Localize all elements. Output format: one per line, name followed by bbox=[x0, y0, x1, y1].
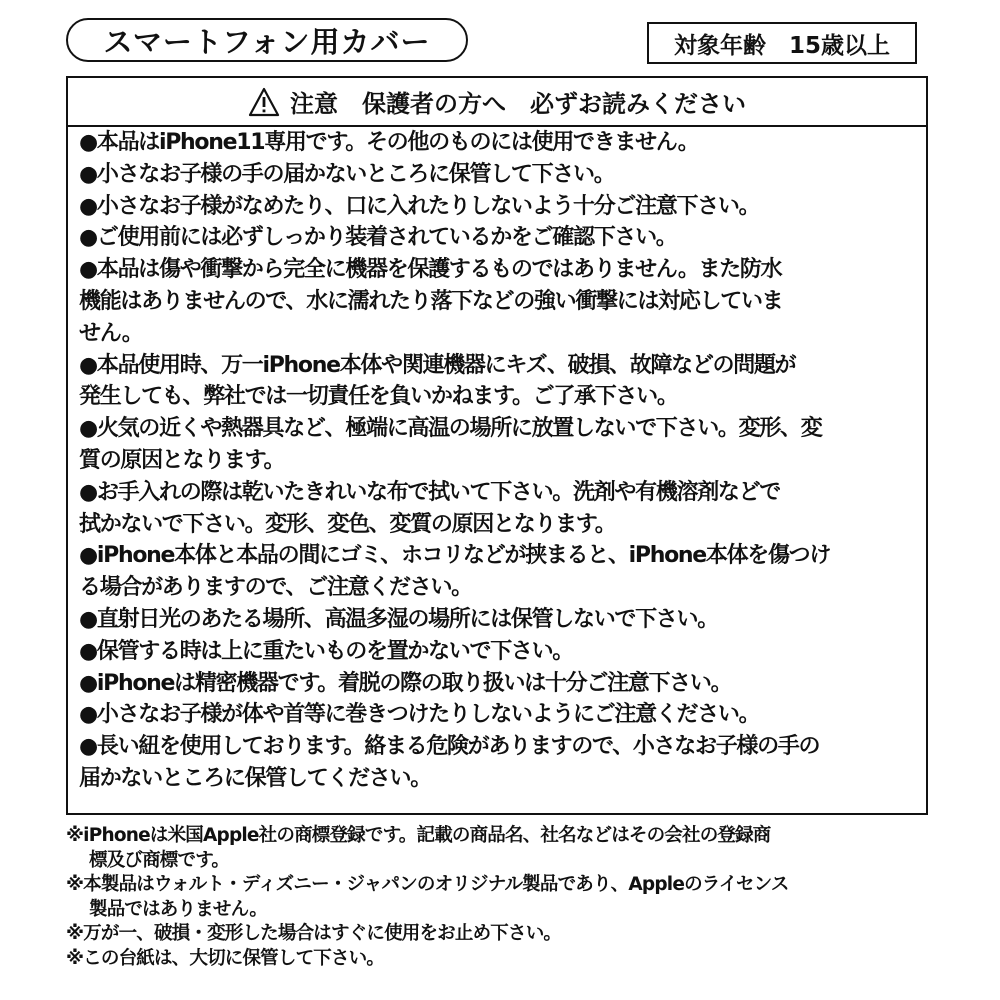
notice-item-line: ●iPhone本体と本品の間にゴミ、ホコリなどが挟まると、iPhone本体を傷つけ bbox=[79, 543, 831, 569]
product-title-text: スマートフォン用カバー bbox=[103, 24, 431, 59]
notice-item-line: ●本品使用時、万一iPhone本体や関連機器にキズ、破損、故障などの問題が bbox=[79, 352, 796, 378]
age-label-text: 対象年齢 15歳以上 bbox=[673, 32, 890, 59]
notice-item bbox=[79, 699, 926, 731]
product-title bbox=[66, 18, 468, 62]
warning-triangle-icon bbox=[248, 87, 280, 117]
notice-item bbox=[79, 191, 926, 223]
notice-item-line: 拭かないで下さい。変形、変色、変質の原因となります。 bbox=[79, 511, 616, 537]
notice-item bbox=[79, 477, 926, 541]
notice-item-line: ●小さなお子様が体や首等に巻きつけたりしないようにご注意ください。 bbox=[79, 702, 760, 728]
footnote-line: ※iPhoneは米国Apple社の商標登録です。記載の商品名、社名などはその会社の登録商 bbox=[66, 825, 771, 846]
notice-item bbox=[79, 159, 926, 191]
notice-item-line: 機能はありませんので、水に濡れたり落下などの強い衝撃には対応していま bbox=[79, 288, 783, 314]
notice-item-line: ●直射日光のあたる場所、高温多湿の場所には保管しないで下さい。 bbox=[79, 606, 718, 632]
notice-item-line: ●小さなお子様がなめたり、口に入れたりしないよう十分ご注意下さい。 bbox=[79, 193, 760, 219]
notice-item-line: る場合がありますので、ご注意ください。 bbox=[79, 575, 472, 601]
notice-item-line: 発生しても、弊社では一切責任を負いかねます。ご了承下さい。 bbox=[79, 384, 678, 410]
footnote bbox=[66, 873, 936, 922]
notice-item-line: せん。 bbox=[79, 320, 143, 346]
notice-item bbox=[79, 636, 926, 668]
notice-item bbox=[79, 222, 926, 254]
notice-item bbox=[79, 413, 926, 477]
footnote-line: ※本製品はウォルト・ディズニー・ジャパンのオリジナル製品であり、Appleのライセンス bbox=[66, 874, 789, 895]
footnote-line: ※この台紙は、大切に保管して下さい。 bbox=[66, 947, 385, 969]
notice-heading: 注意 保護者の方へ 必ずお読みください bbox=[290, 90, 746, 118]
footnote bbox=[66, 947, 936, 972]
notice-item bbox=[79, 127, 926, 159]
notice-item-line: ●長い紐を使用しております。絡まる危険がありますので、小さなお子様の手の bbox=[79, 734, 820, 760]
notice-header bbox=[68, 78, 926, 127]
notice-item bbox=[79, 604, 926, 636]
notice-item-line: ●保管する時は上に重たいものを置かないで下さい。 bbox=[79, 638, 573, 664]
notice-item-line: ●お手入れの際は乾いたきれいな布で拭いて下さい。洗剤や有機溶剤などで bbox=[79, 479, 780, 505]
footnote-line: ※万が一、破損・変形した場合はすぐに使用をお止め下さい。 bbox=[66, 923, 562, 944]
notice-box bbox=[66, 76, 928, 815]
notice-item-line: ●本品はiPhone11専用です。その他のものには使用できません。 bbox=[79, 130, 699, 155]
footnote bbox=[66, 922, 936, 947]
footnote-line: 製品ではありません。 bbox=[89, 898, 268, 920]
notice-item-line: ●iPhoneは精密機器です。着脱の際の取り扱いは十分ご注意下さい。 bbox=[79, 670, 732, 696]
footnotes bbox=[66, 824, 936, 971]
notice-item-line: 届かないところに保管してください。 bbox=[79, 765, 431, 791]
age-label bbox=[647, 22, 917, 64]
notice-item-line: ●小さなお子様の手の届かないところに保管して下さい。 bbox=[79, 161, 615, 187]
notice-item bbox=[79, 731, 926, 795]
notice-item-line: 質の原因となります。 bbox=[79, 447, 285, 473]
footnote bbox=[66, 824, 936, 873]
notice-list bbox=[68, 127, 926, 795]
notice-item bbox=[79, 254, 926, 349]
notice-item bbox=[79, 350, 926, 414]
notice-item-line: ●火気の近くや熱器具など、極端に高温の場所に放置しないで下さい。変形、変 bbox=[79, 416, 822, 442]
notice-item bbox=[79, 668, 926, 700]
notice-item-line: ●ご使用前には必ずしっかり装着されているかをご確認下さい。 bbox=[79, 225, 677, 251]
notice-item bbox=[79, 540, 926, 604]
notice-item-line: ●本品は傷や衝撃から完全に機器を保護するものではありません。また防水 bbox=[79, 257, 782, 283]
footnote-line: 標及び商標です。 bbox=[89, 849, 230, 871]
